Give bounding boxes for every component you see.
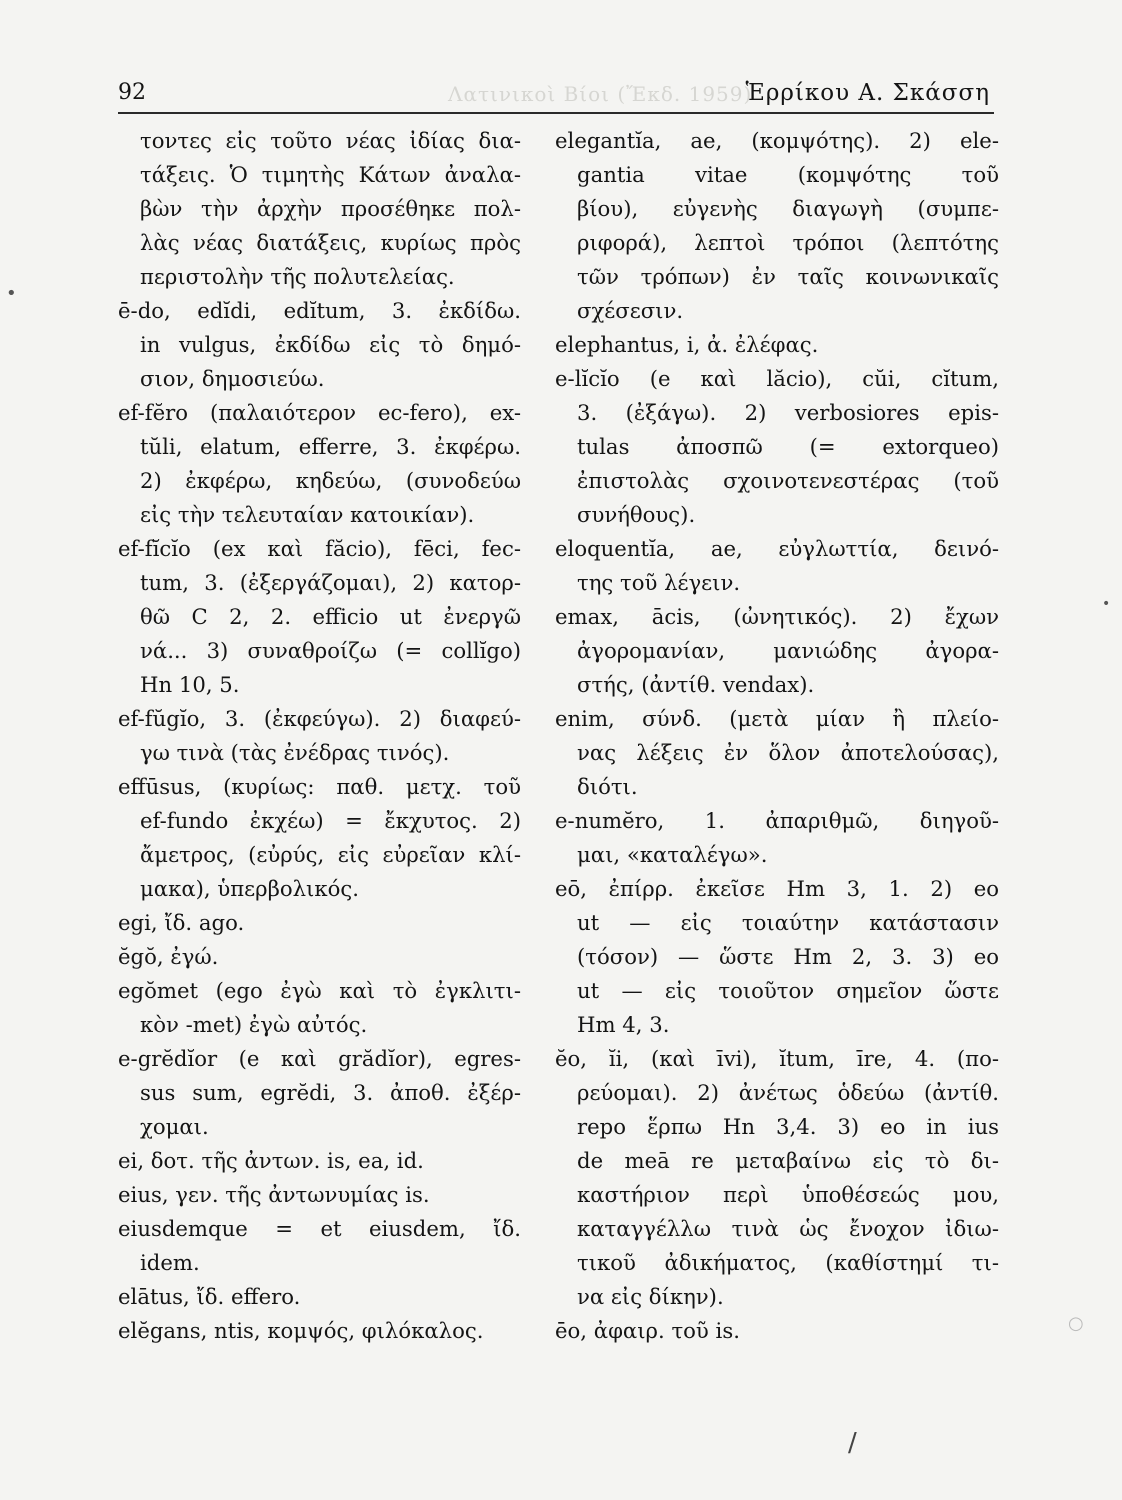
text-line: elegantĭa, ae, (κομψότης). 2) ele- — [555, 128, 999, 153]
text-line: tŭli, elatum, efferre, 3. ἐκφέρω. — [140, 434, 521, 459]
text-line: ĕo, ĭi, (καὶ īvi), ĭtum, īre, 4. (πο- — [555, 1046, 999, 1071]
text-line: enim, σύνδ. (μετὰ μίαν ἢ πλείο- — [555, 706, 999, 731]
text-line: σιον, δημοσιεύω. — [140, 366, 325, 391]
text-line: eiusdemque = et eiusdem, ἴδ. — [118, 1216, 521, 1241]
text-line: ef-fŭgĭo, 3. (ἐκφεύγω). 2) διαφεύ- — [118, 706, 521, 731]
text-line: egŏmet (ego ἐγὼ καὶ τὸ ἐγκλιτι- — [118, 978, 521, 1003]
text-line: ē-do, edĭdi, edĭtum, 3. ἐκδίδω. — [118, 298, 521, 323]
text-line: νά... 3) συναθροίζω (= collĭgo) — [140, 638, 521, 663]
text-line: συνήθους). — [577, 502, 696, 527]
text-line: elĕgans, ntis, κομψός, φιλόκαλος. — [118, 1318, 484, 1343]
running-head: Ἑρρίκου Α. Σκάσση — [745, 80, 990, 106]
text-line: της τοῦ λέγειν. — [577, 570, 741, 595]
text-line: ἐπιστολὰς σχοινοτενεστέρας (τοῦ — [577, 468, 999, 493]
text-line: ei, δοτ. τῆς ἀντων. is, ea, id. — [118, 1148, 424, 1173]
margin-dot: • — [6, 283, 17, 304]
text-line: tum, 3. (ἐξεργάζομαι), 2) κατορ- — [140, 570, 521, 595]
text-line: ἀγορομανίαν, μανιώδης ἀγορα- — [577, 638, 999, 663]
text-line: egi, ἴδ. ago. — [118, 910, 245, 935]
text-line: λὰς νέας διατάξεις, κυρίως πρὸς — [140, 230, 521, 255]
text-line: τικοῦ ἀδικήματος, (καθίστημί τι- — [577, 1250, 999, 1275]
header-rule — [118, 112, 994, 114]
text-line: effūsus, (κυρίως: παθ. μετχ. τοῦ — [118, 774, 521, 799]
text-line: ut — εἰς τοιαύτην κατάστασιν — [577, 910, 999, 935]
text-line: sus sum, egrĕdi, 3. ἀποθ. ἐξέρ- — [140, 1080, 521, 1105]
text-line: τάξεις. Ὁ τιμητὴς Κάτων ἀναλα- — [140, 162, 521, 187]
text-line: tulas ἀποσπῶ (= extorqueo) — [577, 434, 999, 459]
text-line: στής, (ἀντίθ. vendax). — [577, 672, 815, 697]
text-line: θῶ C 2, 2. efficio ut ἐνεργῶ — [140, 604, 521, 629]
bleed-through-text: Λατινικοὶ Βίοι (Ἔκδ. 1959) — [448, 82, 753, 106]
pencil-mark: / — [848, 1428, 857, 1458]
text-line: χομαι. — [140, 1114, 209, 1139]
text-line: γω τινὰ (τὰς ἐνέδρας τινός). — [140, 740, 450, 765]
text-line: βὼν τὴν ἀρχὴν προσέθηκε πολ- — [140, 196, 521, 221]
text-line: e-numĕro, 1. ἀπαριθμῶ, διηγοῦ- — [555, 808, 999, 833]
text-line: elephantus, i, ἀ. ἐλέφας. — [555, 332, 819, 357]
text-line: in vulgus, ἐκδίδω εἰς τὸ δημό- — [140, 332, 521, 357]
page-number: 92 — [118, 80, 146, 105]
text-line: gantia vitae (κομψότης τοῦ — [577, 162, 999, 187]
text-line: ef-fundo ἐκχέω) = ἔκχυτος. 2) — [140, 808, 521, 833]
text-line: νας λέξεις ἐν ὅλον ἀποτελούσας), — [577, 740, 999, 765]
text-line: eloquentĭa, ae, εὐγλωττία, δεινό- — [555, 536, 999, 561]
text-line: εἰς τὴν τελευταίαν κατοικίαν). — [140, 502, 475, 527]
text-line: βίου), εὐγενὴς διαγωγὴ (συμπε- — [577, 196, 999, 221]
text-line: μακα), ὑπερβολικός. — [140, 876, 359, 901]
text-line: τῶν τρόπων) ἐν ταῖς κοινωνικαῖς — [577, 264, 999, 289]
text-line: ἄμετρος, (εὐρύς, εἰς εὐρεῖαν κλί- — [140, 842, 521, 867]
text-line: de meā re μεταβαίνω εἰς τὸ δι- — [577, 1148, 999, 1173]
text-line: κὸν -met) ἐγὼ αὐτός. — [140, 1012, 368, 1037]
text-line: να εἰς δίκην). — [577, 1284, 724, 1309]
page-header — [118, 74, 994, 114]
text-line: διότι. — [577, 774, 638, 799]
text-line: Hm 4, 3. — [577, 1012, 670, 1037]
left-column — [118, 124, 521, 1348]
text-line: Hn 10, 5. — [140, 672, 240, 697]
text-line: ef-fĕro (παλαιότερον ec-fero), ex- — [118, 400, 521, 425]
text-line: emax, ācis, (ὠνητικός). 2) ἔχων — [555, 604, 999, 629]
text-line: ut — εἰς τοιοῦτον σημεῖον ὥστε — [577, 978, 999, 1003]
text-line: ρεύομαι). 2) ἀνέτως ὁδεύω (ἀντίθ. — [577, 1080, 999, 1105]
text-line: ĕgŏ, ἐγώ. — [118, 944, 219, 969]
text-line: idem. — [140, 1250, 200, 1275]
text-line: καταγγέλλω τινὰ ὡς ἔνοχον ἰδιω- — [577, 1216, 999, 1241]
text-line: e-grĕdĭor (e καὶ grădĭor), egres- — [118, 1046, 521, 1071]
text-line: περιστολὴν τῆς πολυτελείας. — [140, 264, 455, 289]
text-line: e-lĭcĭo (e καὶ lăcio), cŭi, cĭtum, — [555, 366, 999, 391]
text-line: eius, γεν. τῆς ἀντωνυμίας is. — [118, 1182, 430, 1207]
text-line: ριφορά), λεπτοὶ τρόποι (λεπτότης — [577, 230, 999, 255]
text-line: ēo, ἀφαιρ. τοῦ is. — [555, 1318, 740, 1343]
text-line: τοντες εἰς τοῦτο νέας ἰδίας δια- — [140, 128, 521, 153]
text-line: καστήριον περὶ ὑποθέσεώς μου, — [577, 1182, 999, 1207]
text-line: ef-fĭcĭo (ex καὶ făcio), fēci, fec- — [118, 536, 521, 561]
text-line: 2) ἐκφέρω, κηδεύω, (συνοδεύω — [140, 468, 521, 493]
right-column — [555, 124, 999, 1348]
text-line: elātus, ἴδ. effero. — [118, 1284, 301, 1309]
text-line: σχέσεσιν. — [577, 298, 684, 323]
text-line: μαι, «καταλέγω». — [577, 842, 768, 867]
text-line: 3. (ἐξάγω). 2) verbosiores epis- — [577, 400, 999, 425]
text-line: repo ἕρπω Hn 3,4. 3) eo in ius — [577, 1114, 999, 1139]
margin-circle: ○ — [1068, 1313, 1084, 1334]
text-line: (τόσον) — ὥστε Hm 2, 3. 3) eo — [577, 944, 999, 969]
text-line: eō, ἐπίρρ. ἐκεῖσε Hm 3, 1. 2) eo — [555, 876, 999, 901]
margin-dot: • — [1102, 596, 1111, 612]
